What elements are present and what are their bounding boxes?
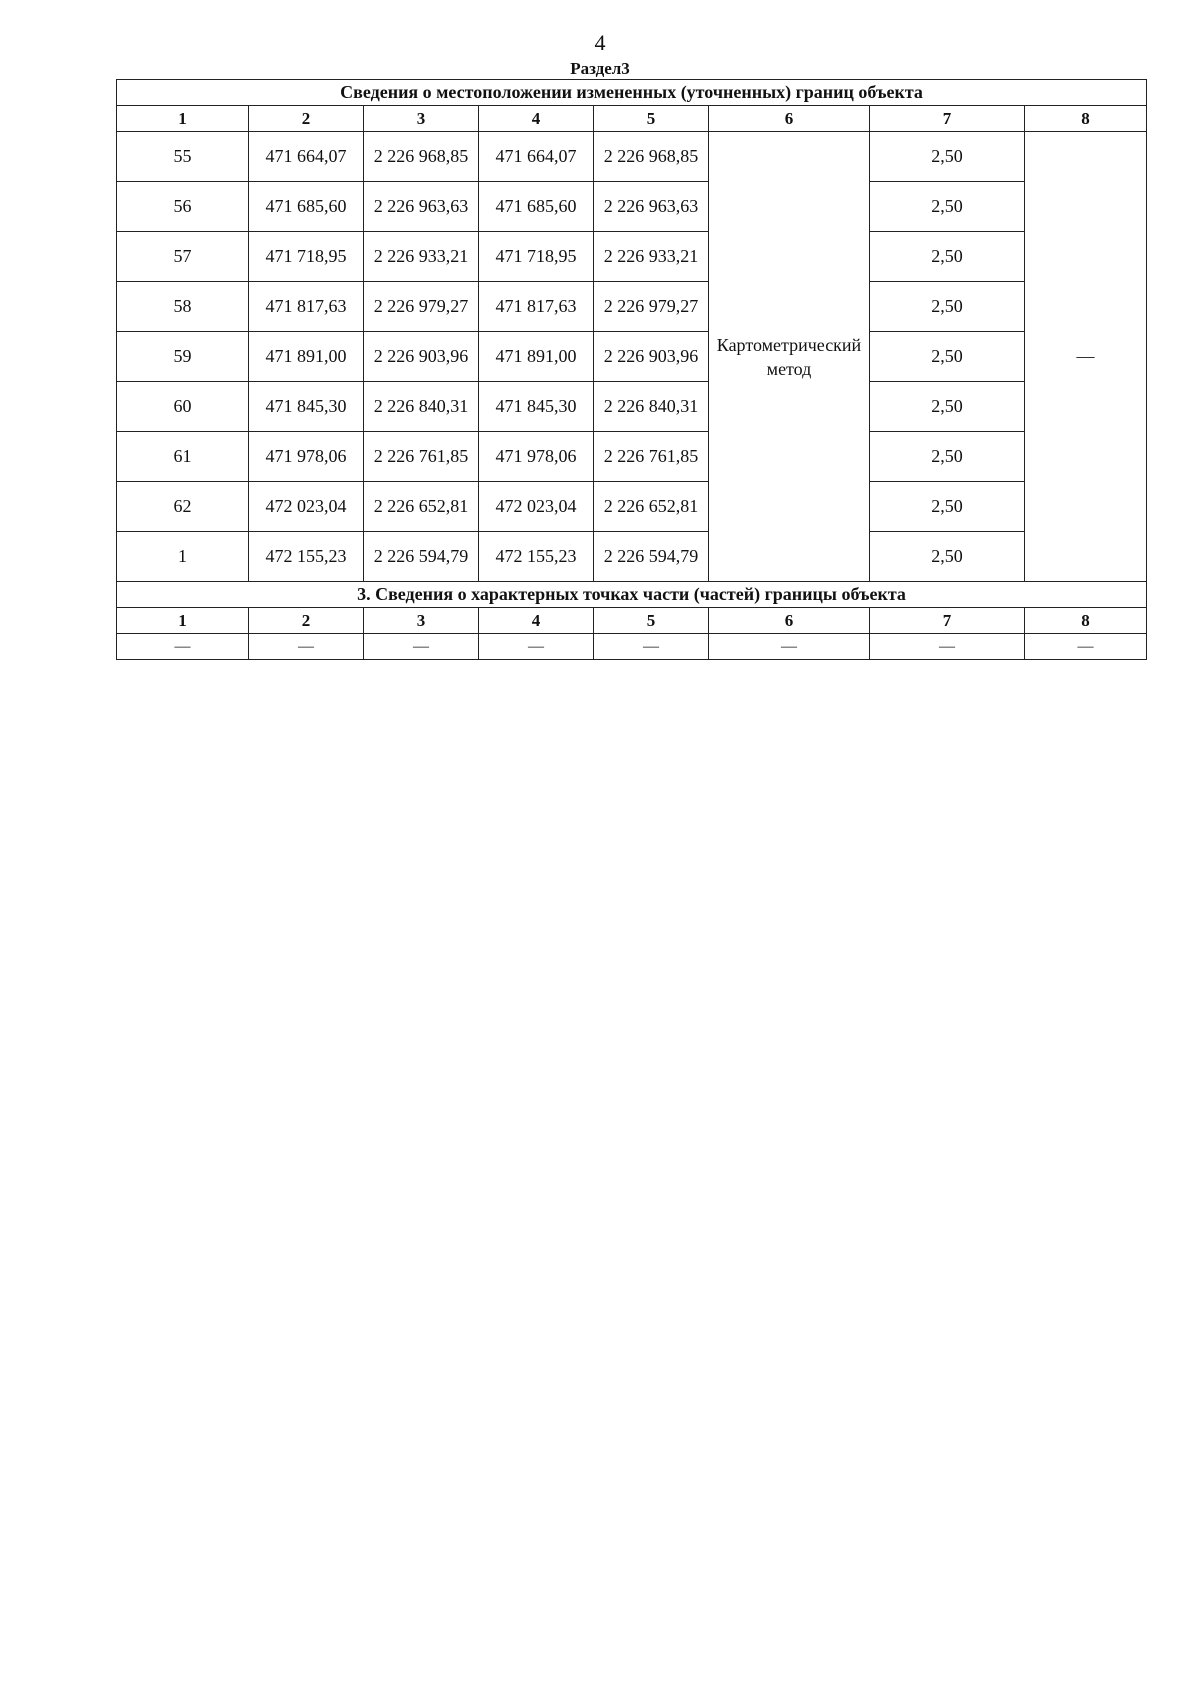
cell-c4: 471 845,30 [479,382,594,432]
empty-cell: — [594,634,709,660]
cell-c1: 56 [117,182,249,232]
empty-cell: — [1025,634,1147,660]
cell-c7: 2,50 [870,132,1025,182]
cell-c2: 472 023,04 [249,482,364,532]
empty-cell: — [117,634,249,660]
table-row [117,332,1147,382]
column-number: 5 [594,608,709,634]
cell-c1: 1 [117,532,249,582]
cell-c5: 2 226 594,79 [594,532,709,582]
cell-c7: 2,50 [870,432,1025,482]
col8-cell: — [1025,132,1147,582]
section-title: Раздел3 [570,59,630,78]
column-number: 4 [479,608,594,634]
cell-c1: 57 [117,232,249,282]
cell-c4: 471 718,95 [479,232,594,282]
column-number: 8 [1025,608,1147,634]
cell-c5: 2 226 761,85 [594,432,709,482]
cell-c4: 471 685,60 [479,182,594,232]
table-row [117,482,1147,532]
cell-c7: 2,50 [870,232,1025,282]
table-caption: Сведения о местоположении измененных (уточненных) границ объекта [117,80,1147,106]
column-number: 1 [117,106,249,132]
column-number: 2 [249,106,364,132]
cell-c1: 58 [117,282,249,332]
empty-cell: — [249,634,364,660]
cell-c2: 471 718,95 [249,232,364,282]
table-row [117,382,1147,432]
column-number: 6 [709,608,870,634]
cell-c2: 471 664,07 [249,132,364,182]
table-row [117,132,1147,182]
cell-c7: 2,50 [870,532,1025,582]
boundary-table [116,79,1147,660]
cell-c1: 62 [117,482,249,532]
column-number: 2 [249,608,364,634]
cell-c5: 2 226 963,63 [594,182,709,232]
cell-c4: 471 664,07 [479,132,594,182]
cell-c3: 2 226 840,31 [364,382,479,432]
empty-cell: — [364,634,479,660]
column-number: 7 [870,106,1025,132]
cell-c2: 471 817,63 [249,282,364,332]
cell-c7: 2,50 [870,282,1025,332]
column-number-row [117,608,1147,634]
empty-cell: — [709,634,870,660]
cell-c3: 2 226 933,21 [364,232,479,282]
table-row [117,432,1147,482]
cell-c1: 61 [117,432,249,482]
table-row [117,532,1147,582]
section3-caption-row [117,582,1147,608]
cell-c4: 471 891,00 [479,332,594,382]
cell-c5: 2 226 979,27 [594,282,709,332]
cell-c3: 2 226 761,85 [364,432,479,482]
cell-c1: 55 [117,132,249,182]
cell-c7: 2,50 [870,482,1025,532]
cell-c7: 2,50 [870,382,1025,432]
cell-c3: 2 226 963,63 [364,182,479,232]
table-row [117,232,1147,282]
column-number: 6 [709,106,870,132]
cell-c3: 2 226 903,96 [364,332,479,382]
cell-c3: 2 226 652,81 [364,482,479,532]
cell-c4: 471 978,06 [479,432,594,482]
page-number: 4 [594,30,606,55]
cell-c5: 2 226 968,85 [594,132,709,182]
column-number-row [117,106,1147,132]
column-number: 1 [117,608,249,634]
cell-c3: 2 226 594,79 [364,532,479,582]
cell-c2: 472 155,23 [249,532,364,582]
cell-c2: 471 978,06 [249,432,364,482]
cell-c7: 2,50 [870,182,1025,232]
empty-cell: — [479,634,594,660]
column-number: 3 [364,106,479,132]
cell-c4: 472 023,04 [479,482,594,532]
column-number: 7 [870,608,1025,634]
cell-c4: 472 155,23 [479,532,594,582]
cell-c5: 2 226 840,31 [594,382,709,432]
cell-c3: 2 226 968,85 [364,132,479,182]
section3-caption: 3. Сведения о характерных точках части (частей) границы объекта [117,582,1147,608]
column-number: 3 [364,608,479,634]
cell-c1: 60 [117,382,249,432]
table-row [117,282,1147,332]
table-row [117,182,1147,232]
cell-c4: 471 817,63 [479,282,594,332]
method-cell: Картометрический метод [709,132,870,582]
cell-c2: 471 845,30 [249,382,364,432]
cell-c5: 2 226 933,21 [594,232,709,282]
empty-row [117,634,1147,660]
cell-c3: 2 226 979,27 [364,282,479,332]
cell-c5: 2 226 652,81 [594,482,709,532]
cell-c5: 2 226 903,96 [594,332,709,382]
cell-c2: 471 891,00 [249,332,364,382]
empty-cell: — [870,634,1025,660]
column-number: 5 [594,106,709,132]
table-caption-row [117,80,1147,106]
column-number: 8 [1025,106,1147,132]
cell-c2: 471 685,60 [249,182,364,232]
cell-c7: 2,50 [870,332,1025,382]
column-number: 4 [479,106,594,132]
cell-c1: 59 [117,332,249,382]
